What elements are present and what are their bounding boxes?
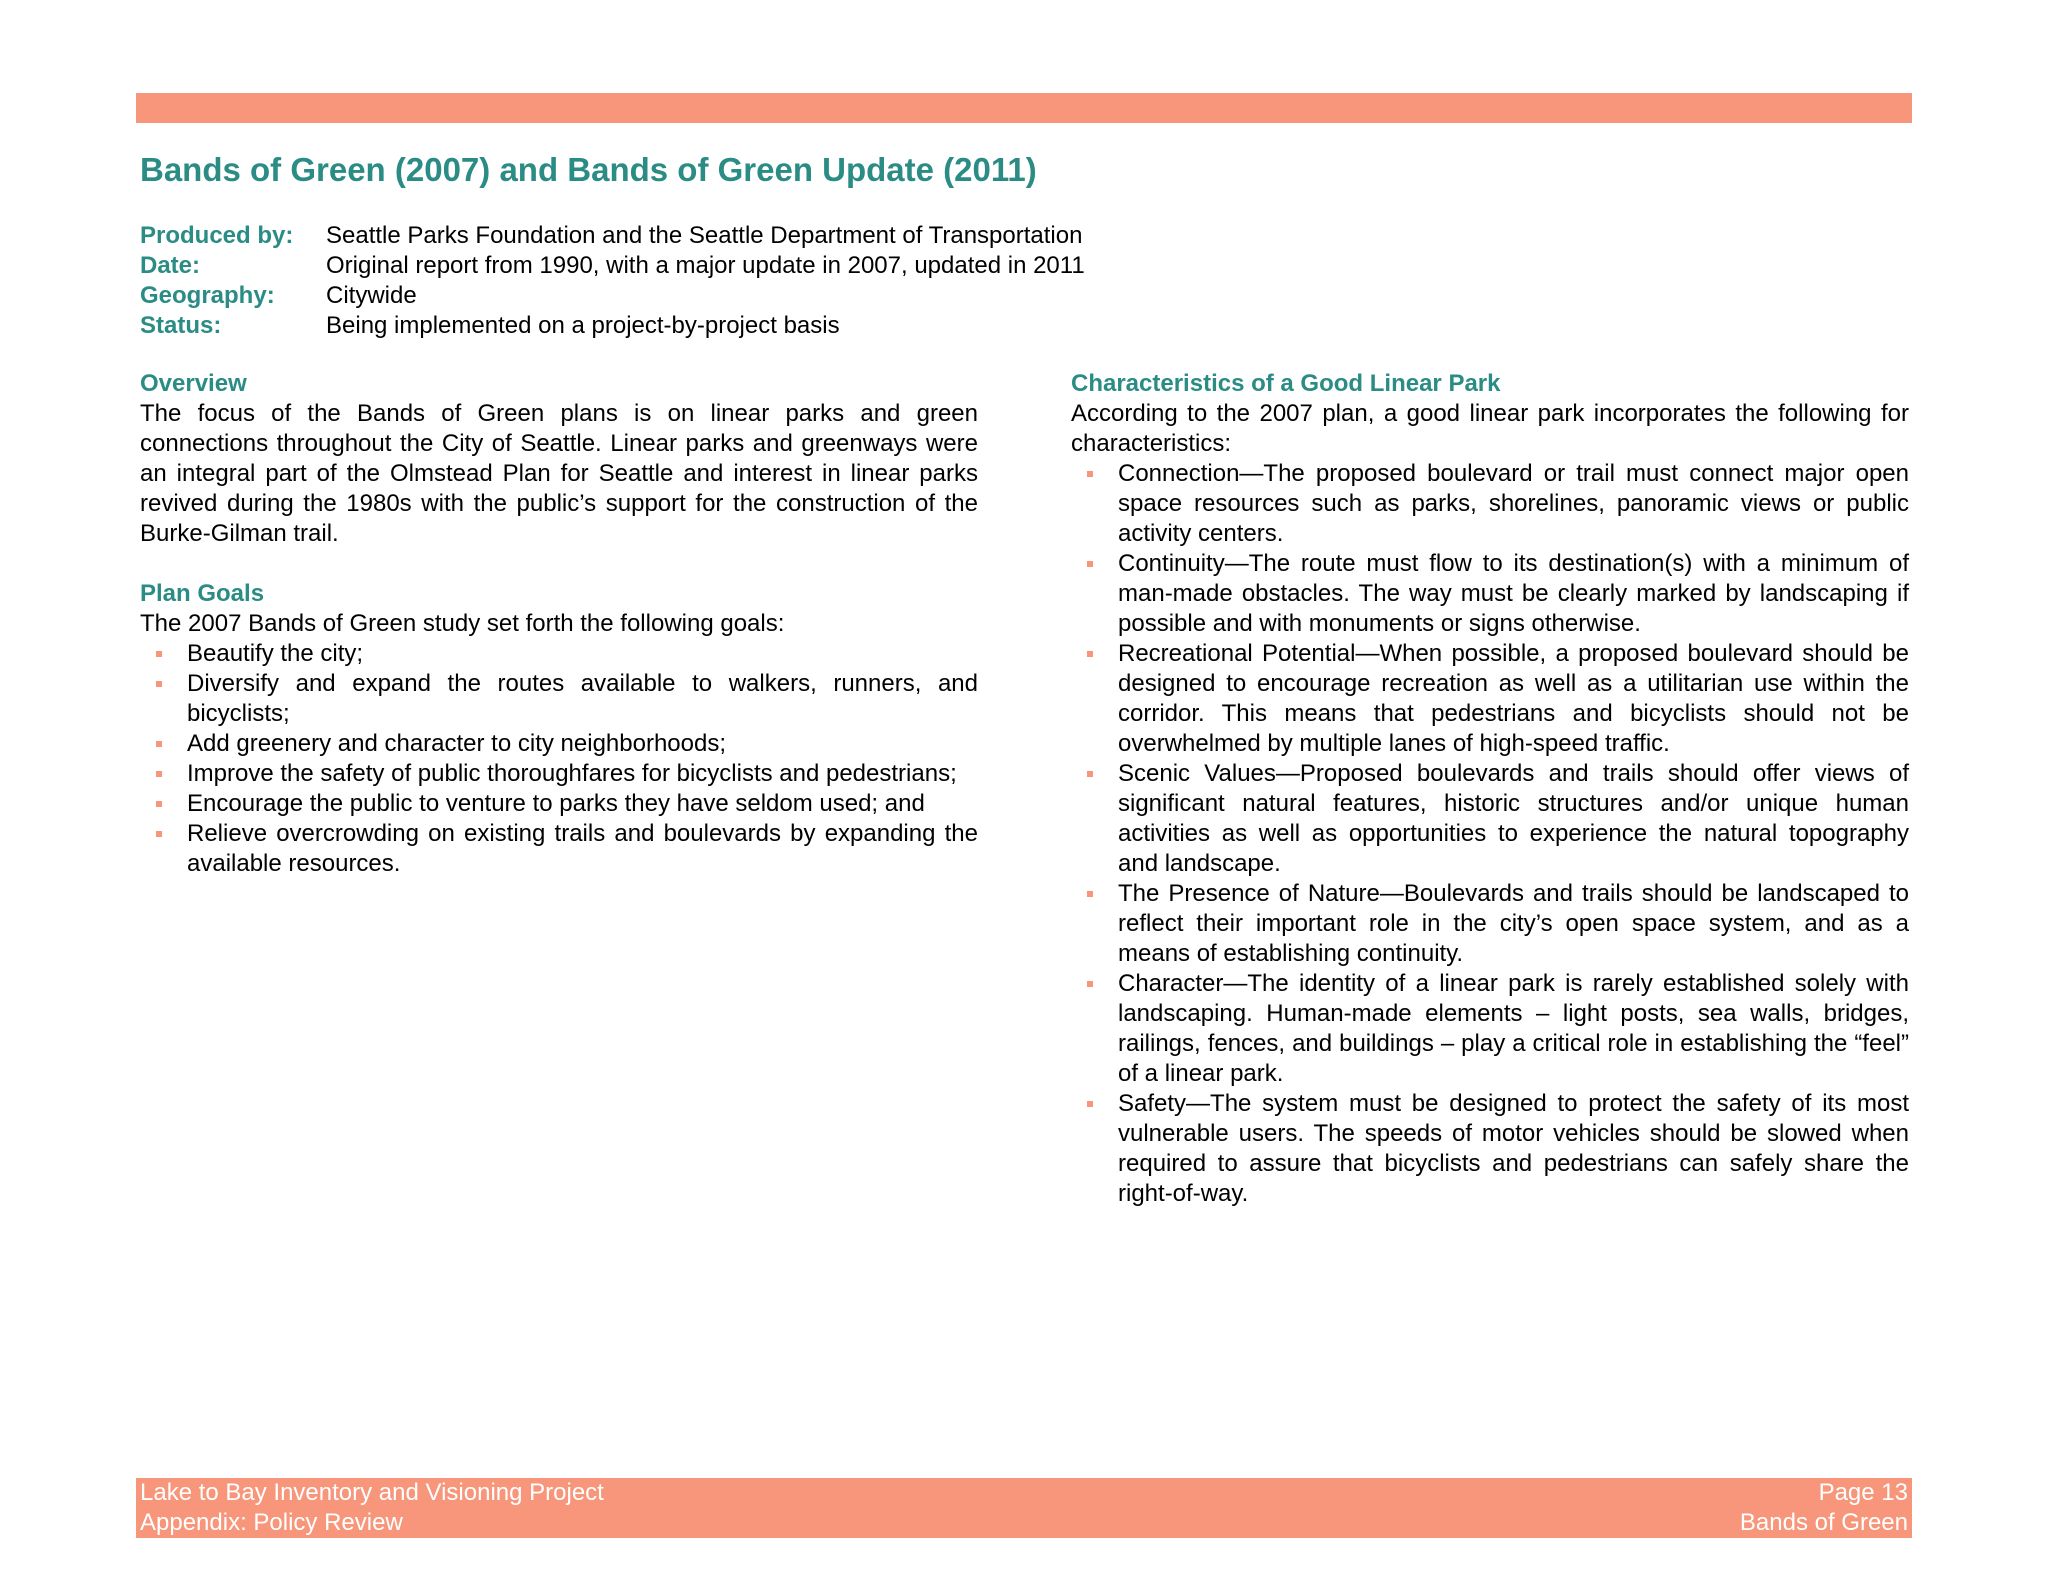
square-bullet-icon xyxy=(1087,561,1093,567)
header-accent-bar xyxy=(136,93,1912,123)
list-item-text: Scenic Values—Proposed boulevards and trails should offer views of significant natural features, historic structures and/or unique human activities as well as opportunities to experience the natural topography and landscape. xyxy=(1118,760,1909,877)
list-item-text: The Presence of Nature—Boulevards and trails should be landscaped to reflect their important role in the city’s open space system, and as a means of establishing continuity. xyxy=(1118,880,1909,967)
list-item xyxy=(1071,549,1909,639)
right-column xyxy=(1071,369,1909,1209)
list-item xyxy=(140,789,978,819)
list-item xyxy=(1071,879,1909,969)
list-item xyxy=(1071,969,1909,1089)
list-item xyxy=(140,639,978,669)
list-item xyxy=(1071,459,1909,549)
meta-label: Status: xyxy=(140,312,222,339)
square-bullet-icon xyxy=(156,651,162,657)
square-bullet-icon xyxy=(156,741,162,747)
section-spacer xyxy=(140,549,978,579)
list-item xyxy=(140,729,978,759)
meta-value: Citywide xyxy=(326,282,417,309)
meta-row-status xyxy=(140,311,1085,341)
list-item-text: Diversify and expand the routes available to walkers, runners, and bicyclists; xyxy=(187,670,978,727)
meta-label: Produced by: xyxy=(140,222,294,249)
list-item xyxy=(140,819,978,879)
left-column xyxy=(140,369,978,879)
square-bullet-icon xyxy=(1087,981,1093,987)
list-item-text: Improve the safety of public thoroughfares for bicyclists and pedestrians; xyxy=(187,760,957,787)
plan-goals-heading: Plan Goals xyxy=(140,580,265,607)
plan-goals-intro: The 2007 Bands of Green study set forth the following goals: xyxy=(140,610,785,637)
meta-row-geography xyxy=(140,281,1085,311)
footer-section-name: Appendix: Policy Review xyxy=(140,1509,403,1536)
list-item-text: Encourage the public to venture to parks they have seldom used; and xyxy=(187,790,925,817)
meta-row-produced-by xyxy=(140,221,1085,251)
footer-left xyxy=(140,1478,604,1538)
footer-chapter-name: Bands of Green xyxy=(1739,1509,1908,1536)
square-bullet-icon xyxy=(156,831,162,837)
square-bullet-icon xyxy=(1087,651,1093,657)
list-item-text: Character—The identity of a linear park is rarely established solely with landscaping. Human-made elements – light posts, sea walls, bridges, railings, fences, and buildings – play a critical role in establishing the “feel” of a linear park. xyxy=(1118,970,1909,1087)
meta-value: Being implemented on a project-by-project basis xyxy=(326,312,840,339)
list-item-text: Add greenery and character to city neighborhoods; xyxy=(187,730,727,757)
meta-value: Original report from 1990, with a major update in 2007, updated in 2011 xyxy=(326,252,1085,279)
page-title: Bands of Green (2007) and Bands of Green Update (2011) xyxy=(140,151,1037,188)
overview-heading: Overview xyxy=(140,370,247,397)
square-bullet-icon xyxy=(156,771,162,777)
footer-project-name: Lake to Bay Inventory and Visioning Project xyxy=(140,1479,604,1506)
square-bullet-icon xyxy=(1087,1101,1093,1107)
square-bullet-icon xyxy=(1087,771,1093,777)
square-bullet-icon xyxy=(156,681,162,687)
characteristics-intro: According to the 2007 plan, a good linear park incorporates the following for characteristics: xyxy=(1071,400,1909,457)
list-item-text: Relieve overcrowding on existing trails and boulevards by expanding the available resources. xyxy=(187,820,978,877)
meta-label: Geography: xyxy=(140,282,275,309)
list-item xyxy=(140,759,978,789)
list-item-text: Beautify the city; xyxy=(187,640,364,667)
characteristics-heading: Characteristics of a Good Linear Park xyxy=(1071,370,1501,397)
list-item xyxy=(1071,759,1909,879)
footer-right xyxy=(1740,1478,1908,1538)
list-item-text: Continuity—The route must flow to its destination(s) with a minimum of man-made obstacles. The way must be clearly marked by landscaping if possible and with monuments or signs otherwise. xyxy=(1118,550,1909,637)
plan-goals-list xyxy=(140,639,978,879)
square-bullet-icon xyxy=(1087,891,1093,897)
overview-text: The focus of the Bands of Green plans is on linear parks and green connections throughout the City of Seattle. Linear parks and greenways were an integral part of the Olmstead Plan for Seattle and interest in linear parks revived during the 1980s with the public’s support for the construction of the Burke-Gilman trail. xyxy=(140,400,978,547)
meta-label: Date: xyxy=(140,252,201,279)
characteristics-list xyxy=(1071,459,1909,1209)
list-item-text: Connection—The proposed boulevard or trail must connect major open space resources such as parks, shorelines, panoramic views or public activity centers. xyxy=(1118,460,1909,547)
meta-row-date xyxy=(140,251,1085,281)
list-item xyxy=(1071,639,1909,759)
meta-value: Seattle Parks Foundation and the Seattle Department of Transportation xyxy=(326,222,1083,249)
footer-bar xyxy=(136,1478,1912,1538)
list-item xyxy=(1071,1089,1909,1209)
list-item-text: Recreational Potential—When possible, a proposed boulevard should be designed to encourage recreation as well as a utilitarian use within the corridor. This means that pedestrians and bicyclists should not be overwhelmed by multiple lanes of high-speed traffic. xyxy=(1118,640,1909,757)
square-bullet-icon xyxy=(156,801,162,807)
document-metadata xyxy=(140,221,1085,341)
list-item-text: Safety—The system must be designed to protect the safety of its most vulnerable users. The speeds of motor vehicles should be slowed when required to assure that bicyclists and pedestrians can safely share the right-of-way. xyxy=(1118,1090,1909,1207)
square-bullet-icon xyxy=(1087,471,1093,477)
list-item xyxy=(140,669,978,729)
footer-page-number: Page 13 xyxy=(1818,1479,1908,1506)
